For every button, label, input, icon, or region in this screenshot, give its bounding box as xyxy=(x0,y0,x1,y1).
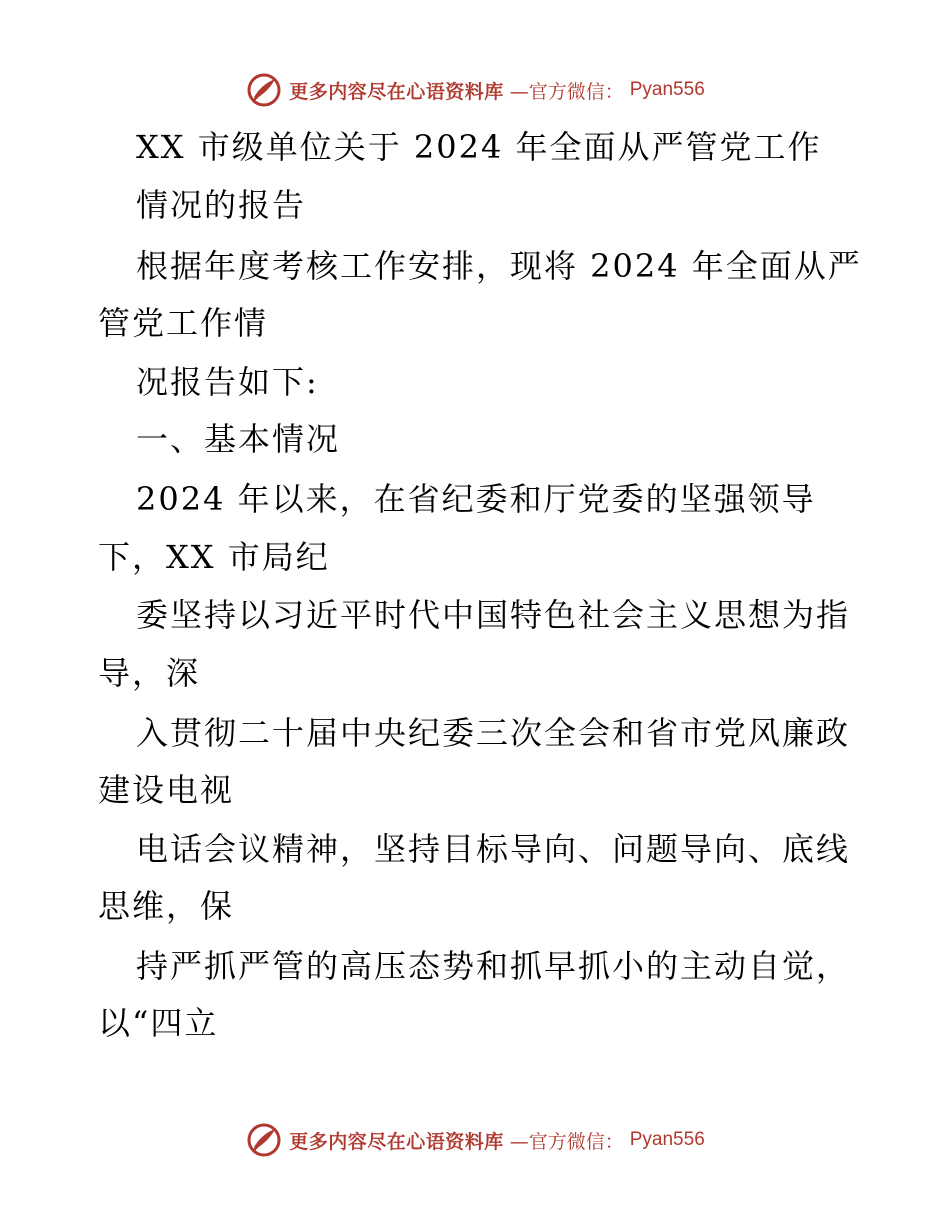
header-watermark xyxy=(0,68,950,112)
paragraph-line: 根据年度考核工作安排，现将 2024 年全面从严 xyxy=(136,247,862,285)
paragraph-line: 管党工作情 xyxy=(98,304,269,342)
paragraph-line: 入贯彻二十届中央纪委三次全会和省市党风廉政 xyxy=(136,714,851,752)
paragraph-line: 2024 年以来，在省纪委和厅党委的坚强领导 xyxy=(136,480,816,518)
title-line-2: 情况的报告 xyxy=(136,186,307,224)
quill-logo-icon xyxy=(245,1121,283,1159)
paragraph-line: 以“四立 xyxy=(98,1004,219,1042)
paragraph-line: 建设电视 xyxy=(98,771,235,809)
paragraph-line: 导，深 xyxy=(98,654,201,692)
paragraph-line: 下，XX 市局纪 xyxy=(98,538,330,576)
watermark-text: 更多内容尽在心语资料库 xyxy=(289,1130,504,1153)
watermark-wechat-id: Pyan556 xyxy=(629,79,705,100)
paragraph-line: 况报告如下: xyxy=(136,363,319,401)
section-heading: 一、基本情况 xyxy=(136,420,341,458)
footer-watermark xyxy=(0,1118,950,1162)
paragraph-line: 思维，保 xyxy=(98,887,235,925)
quill-logo-icon xyxy=(245,71,283,109)
paragraph-line: 电话会议精神，坚持目标导向、问题导向、底线 xyxy=(136,830,851,868)
watermark-separator: —官方微信： xyxy=(509,1130,624,1153)
title-line-1: XX 市级单位关于 2024 年全面从严管党工作 xyxy=(136,128,822,166)
paragraph-line: 委坚持以习近平时代中国特色社会主义思想为指 xyxy=(136,596,851,634)
watermark-text: 更多内容尽在心语资料库 xyxy=(289,80,504,103)
paragraph-line: 持严抓严管的高压态势和抓早抓小的主动自觉， xyxy=(136,947,851,985)
watermark-separator: —官方微信： xyxy=(509,80,624,103)
watermark-wechat-id: Pyan556 xyxy=(629,1129,705,1150)
